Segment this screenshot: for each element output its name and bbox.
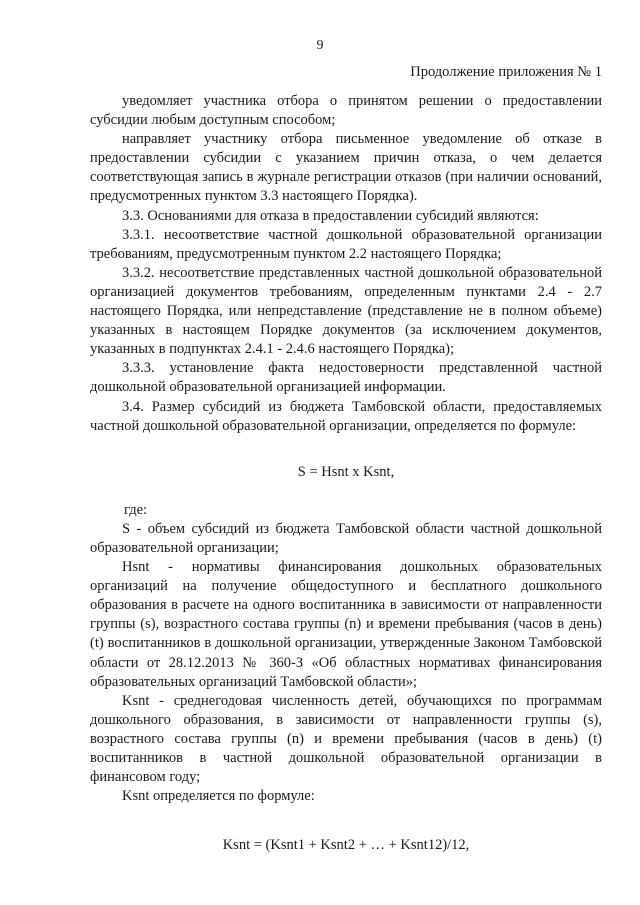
page-number: 9 [316, 38, 324, 53]
appendix-continuation-label: Продолжение приложения № 1 [410, 64, 602, 80]
paragraph: уведомляет участника отбора о принятом решении о предоставлении субсидии любым доступным способом; [90, 93, 602, 129]
document-body [90, 92, 602, 855]
where-label: где: [124, 501, 148, 518]
subsidy-formula: S = Hsnt x Ksnt, [297, 463, 395, 480]
definition-hsnt: Hsnt - нормативы финансирования дошкольных образовательных организаций на получение общедоступного и бесплатного дошкольного образования в расчете на одного воспитанника в зависимости от направленности группы (s), возрастного состава группы (n) и времени пребывания (часов в день) (t) воспитанников в дошкольной организации, утвержденные Законом Тамбовской области от 28.12.2013 № 360-З «Об областных нормативах финансирования образовательных организаций Тамбовской области»; [90, 559, 602, 690]
clause-3-3-3: 3.3.3. установление факта недостоверности представленной частной дошкольной образовательной организацией информации. [90, 360, 602, 396]
definition-ksnt: Ksnt - среднегодовая численность детей, обучающихся по программам дошкольного образования, в зависимости от направленности группы (s), возрастного состава группы (n) и времени пребывания (часов в день) (t) воспитанников в частной дошкольной образовательной организации в финансовом году; [90, 692, 602, 786]
clause-3-3-2: 3.3.2. несоответствие представленных частной дошкольной образовательной организацией документов требованиям, определенным пунктами 2.4 - 2.7 настоящего Порядка, или непредставление (представление не в полном объеме) указанных в настоящем Порядке документов (за исключением документов, указанных в подпунктах 2.4.1 - 2.4.6 настоящего Порядка); [90, 264, 602, 358]
clause-3-3-1: 3.3.1. несоответствие частной дошкольной образовательной организации требованиям, предусмотренным пунктом 2.2 настоящего Порядка; [90, 226, 602, 262]
section-3-4: 3.4. Размер субсидий из бюджета Тамбовской области, предоставляемых частной дошкольной образовательной организации, определяется по формуле: [90, 398, 602, 434]
definition-s: S - объем субсидий из бюджета Тамбовской области частной дошкольной образовательной организации; [90, 520, 602, 556]
paragraph: направляет участнику отбора письменное уведомление об отказе в предоставлении субсидии с указанием причин отказа, о чем делается соответствующая запись в журнале регистрации отказов (при наличии оснований, предусмотренных пунктом 3.3 настоящего Порядка). [90, 131, 602, 205]
section-heading-3-3: 3.3. Основаниями для отказа в предоставлении субсидий являются: [122, 207, 539, 224]
ksnt-formula: Ksnt = (Ksnt1 + Ksnt2 + … + Ksnt12)/12, [222, 837, 470, 854]
ksnt-intro: Ksnt определяется по формуле: [122, 788, 315, 805]
